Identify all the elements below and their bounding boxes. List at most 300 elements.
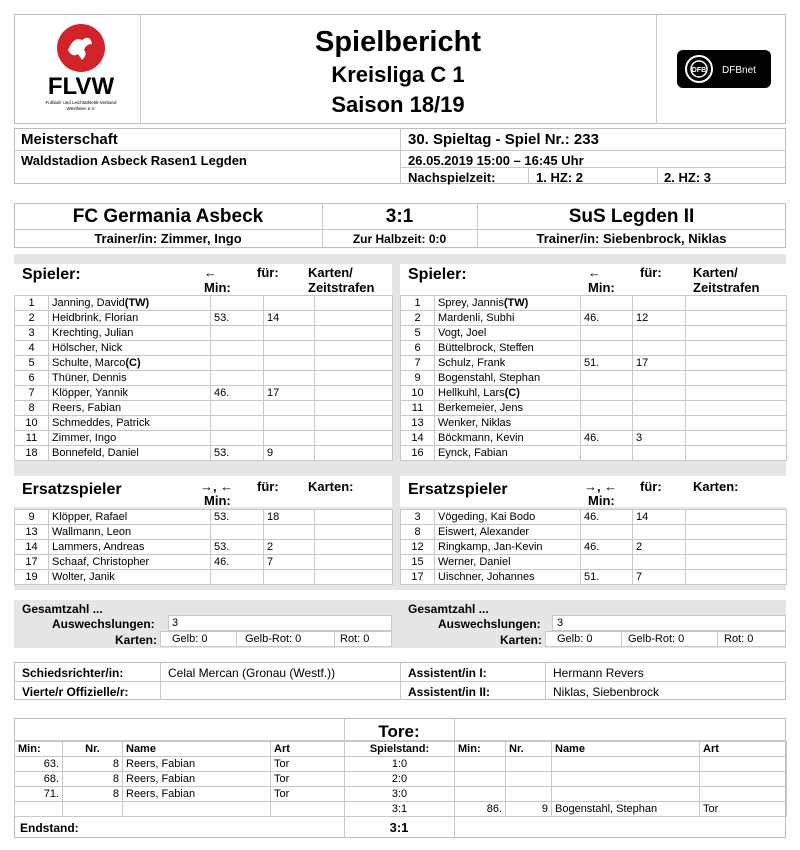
goal-home-number: 8 [63,787,123,802]
home-player-name: Hölscher, Nick [52,342,123,354]
away-player-cards [686,371,787,386]
home-sub-minute: 46. [211,555,264,570]
home-player-row [15,401,393,416]
away-player-number: 1 [401,296,435,311]
away-player-cards [686,311,787,326]
home-sub-name-cell [49,570,211,585]
home-player-row [15,371,393,386]
home-sub-row [15,540,393,555]
flvw-logo-sub1: Fußball- und Leichtathletik-Verband [45,100,117,105]
home-player-for [264,371,315,386]
away-player-for [633,446,686,461]
home-subs-min-heading: Min: [204,493,231,508]
away-sub-row [401,555,787,570]
away-player-name-cell [435,401,581,416]
goal-away-name [552,787,700,802]
away-player-minute [581,371,633,386]
home-player-for: 17 [264,386,315,401]
home-player-cards [315,431,393,446]
away-player-number: 6 [401,341,435,356]
away-sub-name: Eiswert, Alexander [438,526,530,538]
goals-away-min-heading: Min: [455,742,506,757]
season-title: Saison 18/19 [331,92,465,117]
away-sub-name-cell [435,510,581,525]
away-sub-minute [581,555,633,570]
svg-text:DFB: DFB [691,67,707,74]
home-player-name: Klöpper, Yannik [52,387,129,399]
home-sub-name: Schaaf, Christopher [52,556,150,568]
home-player-minute [211,296,264,311]
home-player-number: 6 [15,371,49,386]
away-player-role-tag: (TW) [503,297,529,309]
away-player-row [401,446,787,461]
goal-score: 3:0 [345,787,455,802]
home-player-row [15,296,393,311]
away-cards-heading2: Zeitstrafen [693,280,760,295]
away-player-cards [686,326,787,341]
home-sub-cards [315,510,393,525]
home-player-name-cell [49,296,211,311]
away-player-number: 11 [401,401,435,416]
away-player-for: 12 [633,311,686,326]
home-min-arrow: ← [204,265,217,280]
home-player-cards [315,341,393,356]
home-player-name-cell [49,401,211,416]
away-sub-minute: 46. [581,540,633,555]
home-sub-for: 7 [264,555,315,570]
home-sub-cards [315,570,393,585]
home-sub-for [264,570,315,585]
away-sub-cards [686,510,787,525]
home-player-name: Thüner, Dennis [52,372,127,384]
home-sub-name-cell [49,555,211,570]
home-red: Rot: 0 [340,633,370,645]
away-player-name: Hellkuhl, Lars [438,387,505,399]
dfbnet-logo-text: DFBnet [722,65,756,76]
goal-away-number [506,757,552,772]
goal-home-name [123,802,271,817]
home-player-for: 9 [264,446,315,461]
away-player-name: Mardenli, Subhi [438,312,515,324]
home-player-minute: 53. [211,311,264,326]
home-sub-minute [211,570,264,585]
home-player-number: 1 [15,296,49,311]
goal-away-number: 9 [506,802,552,817]
goal-away-minute [455,772,506,787]
goal-home-minute: 63. [15,757,63,772]
home-player-minute [211,371,264,386]
away-min-heading: Min: [588,280,615,295]
away-player-name-cell [435,416,581,431]
home-player-name-cell [49,356,211,371]
goal-away-type: Tor [700,802,787,817]
away-player-number: 5 [401,326,435,341]
home-player-name-cell [49,371,211,386]
away-player-name: Böckmann, Kevin [438,432,524,444]
away-sub-name: Werner, Daniel [438,556,511,568]
goal-away-name [552,772,700,787]
away-player-name-cell [435,326,581,341]
home-player-cards [315,401,393,416]
home-player-for [264,356,315,371]
away-player-for: 3 [633,431,686,446]
away-total-heading: Gesamtzahl ... [408,602,489,616]
final-score-value: 3:1 [389,820,409,835]
home-sub-row [15,555,393,570]
home-subs-cards-heading: Karten: [308,479,354,494]
away-player-row [401,296,787,311]
home-player-cards [315,416,393,431]
away-sub-row [401,510,787,525]
away-sub-name: Vögeding, Kai Bodo [438,511,536,523]
goal-home-number: 8 [63,772,123,787]
goals-heading: Tore: [378,722,420,741]
home-player-minute [211,431,264,446]
home-sub-number: 14 [15,540,49,555]
home-player-name: Schmeddes, Patrick [52,417,150,429]
away-team-name: SuS Legden II [568,206,695,227]
home-player-cards [315,386,393,401]
goal-home-type: Tor [271,787,345,802]
away-player-name-cell [435,341,581,356]
fourth-official-label: Vierte/r Offizielle/r: [22,685,129,699]
away-player-cards [686,296,787,311]
away-player-row [401,416,787,431]
away-cards-label: Karten: [500,633,543,647]
home-sub-cards [315,525,393,540]
away-player-name-cell [435,371,581,386]
home-player-for [264,431,315,446]
home-player-minute [211,416,264,431]
home-player-number: 7 [15,386,49,401]
away-player-row [401,356,787,371]
flvw-logo-text: FLVW [47,73,115,100]
home-sub-number: 13 [15,525,49,540]
away-player-name: Büttelbrock, Steffen [438,342,534,354]
home-player-number: 11 [15,431,49,446]
league-title: Kreisliga C 1 [331,62,465,87]
home-sub-name: Wolter, Janik [52,571,115,583]
home-player-cards [315,446,393,461]
competition-label: Meisterschaft [21,131,118,148]
away-sub-row [401,540,787,555]
away-sub-number: 12 [401,540,435,555]
away-sub-number: 15 [401,555,435,570]
away-players-table [400,295,787,461]
goal-away-name [552,757,700,772]
away-player-row [401,386,787,401]
home-cards-heading1: Karten/ [308,265,353,280]
goal-score: 3:1 [345,802,455,817]
away-yellow: Gelb: 0 [557,633,593,645]
goal-home-name: Reers, Fabian [123,757,271,772]
away-player-name-cell [435,431,581,446]
datetime-label: 26.05.2019 15:00 – 16:45 Uhr [408,153,584,168]
away-player-for [633,341,686,356]
away-player-minute: 51. [581,356,633,371]
home-player-minute [211,326,264,341]
away-subs-table [400,509,787,585]
home-player-name: Krechting, Julian [52,327,134,339]
home-cards-heading2: Zeitstrafen [308,280,375,295]
away-sub-name-cell [435,570,581,585]
away-sub-minute: 51. [581,570,633,585]
away-sub-for [633,525,686,540]
home-player-number: 3 [15,326,49,341]
goals-score-heading: Spielstand: [345,742,455,757]
home-player-number: 10 [15,416,49,431]
home-player-cards [315,371,393,386]
goals-away-nr-heading: Nr. [506,742,552,757]
goal-home-type [271,802,345,817]
away-player-name-cell [435,311,581,326]
home-subs-min-arrow: →, ← [200,479,234,494]
home-player-number: 5 [15,356,49,371]
goals-table [14,741,787,817]
away-player-cards [686,386,787,401]
assistant1-name: Hermann Revers [553,666,644,680]
away-trainer: Trainer/in: Siebenbrock, Niklas [536,231,727,246]
assistant2-name: Niklas, Siebenbrock [553,685,660,699]
away-player-for [633,416,686,431]
assistant1-label: Assistent/in I: [408,666,487,680]
home-player-number: 2 [15,311,49,326]
away-player-number: 16 [401,446,435,461]
away-player-name: Bogenstahl, Stephan [438,372,541,384]
away-player-minute [581,386,633,401]
home-sub-name: Klöpper, Rafael [52,511,128,523]
away-subs-heading: Ersatzspieler [408,481,508,498]
away-player-minute [581,416,633,431]
home-player-name-cell [49,341,211,356]
goal-away-type [700,772,787,787]
home-team-name: FC Germania Asbeck [72,206,264,227]
away-subs-count-label: Auswechslungen: [438,617,541,631]
away-player-cards [686,446,787,461]
home-sub-name-cell [49,510,211,525]
home-sub-minute: 53. [211,510,264,525]
goal-away-number [506,772,552,787]
home-sub-row [15,510,393,525]
home-subs-heading: Ersatzspieler [22,481,122,498]
assistant2-label: Assistent/in II: [408,685,491,699]
away-player-for [633,296,686,311]
home-subs-table [14,509,393,585]
home-total-heading: Gesamtzahl ... [22,602,103,616]
away-player-number: 9 [401,371,435,386]
away-sub-row [401,525,787,540]
home-player-row [15,326,393,341]
report-title: Spielbericht [315,26,481,58]
away-sub-for: 14 [633,510,686,525]
home-player-cards [315,326,393,341]
away-player-minute [581,341,633,356]
away-player-number: 2 [401,311,435,326]
away-sub-for: 7 [633,570,686,585]
away-for-heading: für: [640,265,662,280]
away-player-for [633,326,686,341]
goal-home-number: 8 [63,757,123,772]
home-player-cards [315,296,393,311]
away-sub-for [633,555,686,570]
away-player-cards [686,401,787,416]
venue-label: Waldstadion Asbeck Rasen1 Legden [21,153,247,168]
home-player-name: Heidbrink, Florian [52,312,139,324]
home-player-name-cell [49,431,211,446]
away-sub-name-cell [435,555,581,570]
home-player-for [264,401,315,416]
home-player-number: 18 [15,446,49,461]
goal-away-type [700,787,787,802]
goal-home-number [63,802,123,817]
away-players-heading: Spieler: [408,266,467,283]
home-cards-label: Karten: [115,633,158,647]
home-subs-count-label: Auswechslungen: [52,617,155,631]
goal-row [15,787,787,802]
goals-home-name-heading: Name [123,742,271,757]
home-player-minute: 46. [211,386,264,401]
final-score-label: Endstand: [20,821,79,835]
home-player-for [264,296,315,311]
home-sub-minute [211,525,264,540]
away-player-minute [581,401,633,416]
home-sub-cards [315,555,393,570]
away-player-row [401,431,787,446]
home-player-for [264,326,315,341]
away-player-for: 17 [633,356,686,371]
home-player-minute: 53. [211,446,264,461]
home-sub-name-cell [49,540,211,555]
away-player-number: 10 [401,386,435,401]
home-sub-number: 9 [15,510,49,525]
home-sub-for [264,525,315,540]
goal-row [15,802,787,817]
away-player-name: Eynck, Fabian [438,447,508,459]
home-player-row [15,356,393,371]
stoppage-label: Nachspielzeit: [408,170,496,185]
home-for-heading: für: [257,265,279,280]
away-sub-name-cell [435,540,581,555]
home-player-row [15,311,393,326]
goal-home-minute [15,802,63,817]
home-player-name-cell [49,326,211,341]
home-player-for: 14 [264,311,315,326]
goal-home-type: Tor [271,757,345,772]
away-player-name: Sprey, Jannis [438,297,504,309]
dfbnet-logo [677,50,771,88]
away-player-minute: 46. [581,431,633,446]
final-score: 3:1 [385,206,414,227]
away-subs-cards-heading: Karten: [693,479,739,494]
home-player-name: Schulte, Marco [52,357,126,369]
away-cards-heading1: Karten/ [693,265,738,280]
away-player-name: Vogt, Joel [438,327,487,339]
referee-label: Schiedsrichter/in: [22,666,124,680]
away-yellow-red: Gelb-Rot: 0 [628,633,685,645]
home-subs-count: 3 [172,617,179,629]
away-player-for [633,386,686,401]
away-player-for [633,371,686,386]
goals-home-nr-heading: Nr. [63,742,123,757]
goal-away-minute: 86. [455,802,506,817]
home-player-row [15,446,393,461]
away-sub-for: 2 [633,540,686,555]
home-player-row [15,431,393,446]
away-player-cards [686,341,787,356]
goals-away-name-heading: Name [552,742,700,757]
home-player-cards [315,356,393,371]
away-player-row [401,371,787,386]
away-player-minute [581,326,633,341]
away-sub-name: Ringkamp, Jan-Kevin [438,541,543,553]
goal-score: 1:0 [345,757,455,772]
away-sub-name-cell [435,525,581,540]
away-sub-name: Uischner, Johannes [438,571,535,583]
home-sub-name: Lammers, Andreas [52,541,145,553]
home-sub-minute: 53. [211,540,264,555]
home-player-row [15,386,393,401]
away-sub-row [401,570,787,585]
home-player-minute [211,356,264,371]
home-sub-for: 18 [264,510,315,525]
away-subs-min-heading: Min: [588,493,615,508]
away-player-name: Wenker, Niklas [438,417,512,429]
away-player-name-cell [435,386,581,401]
home-player-row [15,416,393,431]
away-player-number: 13 [401,416,435,431]
home-player-number: 8 [15,401,49,416]
away-sub-cards [686,570,787,585]
away-subs-count: 3 [557,617,564,629]
away-subs-min-arrow: →, ← [584,479,618,494]
away-player-cards [686,431,787,446]
away-player-minute [581,446,633,461]
away-sub-number: 8 [401,525,435,540]
home-player-name: Reers, Fabian [52,402,122,414]
goal-home-name: Reers, Fabian [123,772,271,787]
away-sub-cards [686,525,787,540]
away-player-for [633,401,686,416]
away-player-name-cell [435,356,581,371]
home-sub-name: Wallmann, Leon [52,526,132,538]
away-sub-number: 3 [401,510,435,525]
away-player-cards [686,416,787,431]
goal-away-minute [455,757,506,772]
home-player-name-cell [49,311,211,326]
home-sub-row [15,570,393,585]
goal-row [15,772,787,787]
home-yellow-red: Gelb-Rot: 0 [245,633,302,645]
away-player-minute [581,296,633,311]
away-player-row [401,401,787,416]
home-player-role-tag: (C) [125,357,141,369]
goals-home-min-heading: Min: [15,742,63,757]
flvw-logo-sub2: Westfalen e.V. [66,106,96,111]
home-player-cards [315,311,393,326]
home-subs-for-heading: für: [257,479,279,494]
goal-home-name: Reers, Fabian [123,787,271,802]
away-sub-cards [686,555,787,570]
home-players-table [14,295,393,461]
home-player-name-cell [49,416,211,431]
second-half-stoppage: 2. HZ: 3 [664,170,711,185]
away-player-name: Schulz, Frank [438,357,506,369]
home-player-role-tag: (TW) [124,297,150,309]
away-player-row [401,326,787,341]
home-sub-for: 2 [264,540,315,555]
home-players-heading: Spieler: [22,266,81,283]
home-sub-number: 19 [15,570,49,585]
